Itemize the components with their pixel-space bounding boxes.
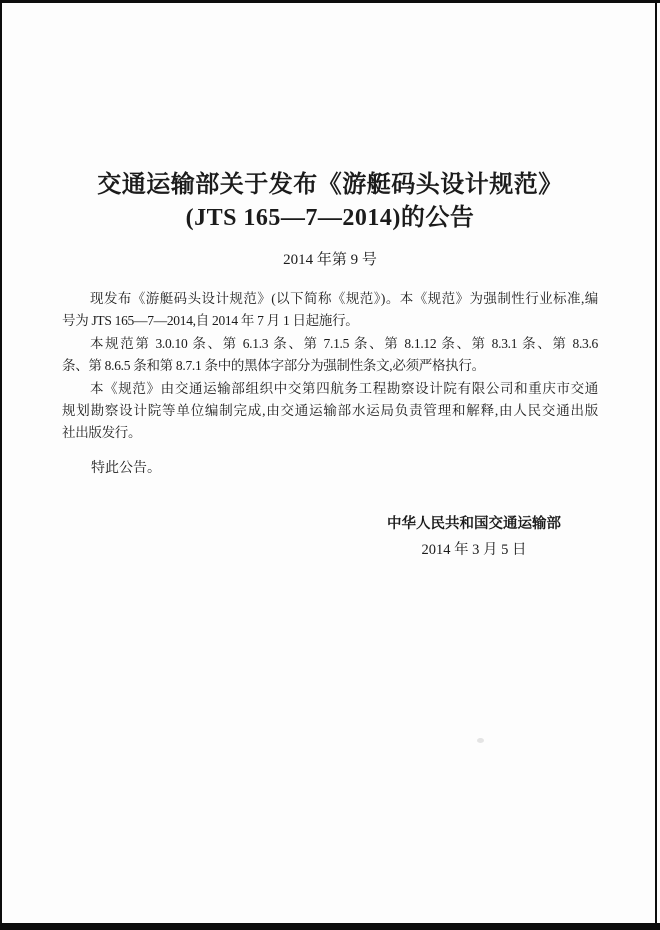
body-line-4: 条、第 8.6.5 条和第 8.7.1 条中的黑体字部分为强制性条文,必须严格执行。: [62, 358, 485, 374]
title-line-1: 交通运输部关于发布《游艇码头设计规范》: [97, 172, 563, 198]
closing-statement: 特此公告。: [91, 461, 161, 476]
body-line-5: 本《规范》由交通运输部组织中交第四航务工程勘察设计院有限公司和重庆市交通: [90, 380, 598, 396]
scan-edge-left: [0, 0, 2, 930]
body-line-2: 号为 JTS 165—7—2014,自 2014 年 7 月 1 日起施行。: [62, 313, 359, 329]
scan-edge-right: [655, 0, 657, 930]
body-line-3: 本规范第 3.0.10 条、第 6.1.3 条、第 7.1.5 条、第 8.1.12 条、第 8.3.1 条、第 8.3.6: [90, 335, 598, 351]
body-line-1: 现发布《游艇码头设计规范》(以下简称《规范》)。本《规范》为强制性行业标准,编: [90, 291, 598, 306]
announcement-body: [62, 288, 598, 445]
signature-block: [387, 514, 561, 560]
scan-edge-top: [0, 0, 660, 3]
scan-artifact-speck: [477, 738, 484, 743]
document-number: 2014 年第 9 号: [283, 252, 377, 268]
title-line-2: (JTS 165—7—2014)的公告: [185, 205, 475, 231]
issue-date: 2014 年 3 月 5 日: [421, 542, 527, 558]
body-line-6: 规划勘察设计院等单位编制完成,由交通运输部水运局负责管理和解释,由人民交通出版: [62, 403, 598, 419]
issuer-name: 中华人民共和国交通运输部: [387, 516, 561, 532]
scan-edge-bottom: [0, 923, 660, 930]
body-line-7: 社出版发行。: [62, 425, 142, 441]
announcement-title: [0, 169, 660, 235]
